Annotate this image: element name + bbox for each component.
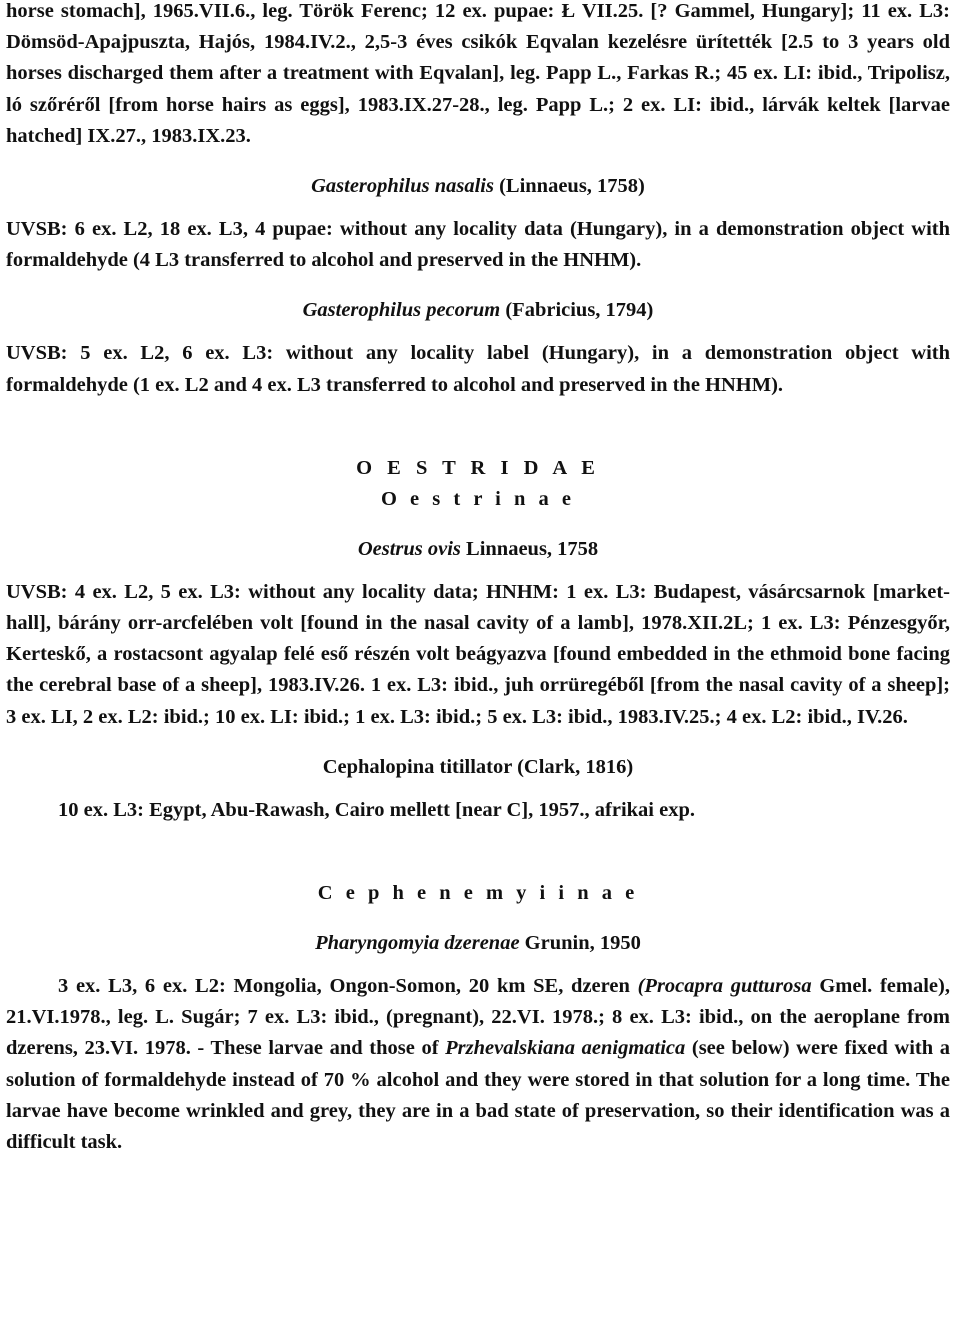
record-text-part: 3 ex. L3, 6 ex. L2: Mongolia, Ongon-Somon, 20 km SE, dzeren xyxy=(58,975,638,998)
species-heading-gasterophilus-pecorum xyxy=(6,295,950,326)
document-page xyxy=(6,0,950,1158)
record-paragraph-nasalis: UVSB: 6 ex. L2, 18 ex. L3, 4 pupae: without any locality data (Hungary), in a demonstration object with formaldehyde (4 L3 transferred to alcohol and preserved in the HNHM). xyxy=(6,218,950,272)
record-text-part: Gmel. female), 21.VI.1978., leg. L. Sugár; 7 ex. L3: ibid., (pregnant), 22.VI. 1978.; 8 ex. L3: ibid., on the aeroplane from dzerens, 23.VI. 1978. - These larvae and those of xyxy=(6,975,950,1060)
species-author: Linnaeus, 1758 xyxy=(460,537,599,560)
species-author: (Clark, 1816) xyxy=(511,755,634,778)
species-author: (Fabricius, 1794) xyxy=(500,299,654,322)
host-name: (Procapra gutturosa xyxy=(637,975,812,998)
species-heading-oestrus-ovis xyxy=(6,534,950,565)
species-name: Gasterophilus pecorum xyxy=(302,299,501,322)
species-author: Grunin, 1950 xyxy=(519,932,641,955)
intro-paragraph: horse stomach], 1965.VII.6., leg. Török Ferenc; 12 ex. pupae: Ł VII.25. [? Gammel, Hungary]; 11 ex. L3: Dömsöd-Apajpuszta, Hajós, 1984.IV.2., 2,5-3 éves csikók Eqvalan kezelésre ürítették [2.5 to 3 years old horses discharged them after a treatment with Eqvalan], leg. Papp L., Farkas R.; 45 ex. LI: ibid., Tripolisz, ló szőréről [from horse hairs as eggs], 1983.IX.27-28., leg. Papp L.; 2 ex. LI: ibid., lárvák keltek [larvae hatched] IX.27., 1983.IX.23. xyxy=(6,0,950,147)
record-paragraph-ovis: UVSB: 4 ex. L2, 5 ex. L3: without any locality data; HNHM: 1 ex. L3: Budapest, vásárcsarnok [market-hall], bárány orr-arcfelében volt [found in the nasal cavity of a lamb], 1978.XII.2L; 1 ex. L3: Pénzesgyőr, Kerteskő, a rostacsont agyalap felé eső részén volt beágyazva [found embedded in the ethmoid bone facing the cerebral base of a sheep], 1983.IV.26. 1 ex. L3: ibid., juh orrüregéből [from the nasal cavity of a sheep]; 3 ex. LI, 2 ex. L2: ibid.; 10 ex. LI: ibid.; 1 ex. L3: ibid.; 5 ex. L3: ibid., 1983.IV.25.; 4 ex. L2: ibid., IV.26. xyxy=(6,580,950,728)
family-heading: O E S T R I D A E xyxy=(356,456,600,479)
species-heading-cephalopina-titillator xyxy=(6,752,950,783)
species-reference: Przhevalskiana aenigmatica xyxy=(445,1037,686,1060)
species-name: Cephalopina titillator xyxy=(322,755,512,778)
species-heading-gasterophilus-nasalis xyxy=(6,171,950,202)
species-heading-pharyngomyia-dzerenae xyxy=(6,928,950,959)
species-author: (Linnaeus, 1758) xyxy=(493,175,645,198)
species-name: Pharyngomyia dzerenae xyxy=(315,932,520,955)
record-paragraph-dzerenae xyxy=(6,971,950,1158)
subfamily-heading-oestrinae: O e s t r i n a e xyxy=(380,487,576,510)
species-name: Oestrus ovis xyxy=(357,537,461,560)
record-paragraph-titillator: 10 ex. L3: Egypt, Abu-Rawash, Cairo mellett [near C], 1957., afrikai exp. xyxy=(58,798,695,821)
species-name: Gasterophilus nasalis xyxy=(311,175,494,198)
record-paragraph-pecorum: UVSB: 5 ex. L2, 6 ex. L3: without any locality label (Hungary), in a demonstration object with formaldehyde (1 ex. L2 and 4 ex. L3 transferred to alcohol and preserved in the HNHM). xyxy=(6,342,950,396)
subfamily-heading-cephenemyiinae: C e p h e n e m y i i n a e xyxy=(317,882,639,905)
record-text-part: (see below) were fixed with a solution of formaldehyde instead of 70 % alcohol and they were stored in that solution for a long time. The larvae have become wrinkled and grey, they are in a bad state of preservation, so their identification was a difficult task. xyxy=(6,1037,950,1154)
